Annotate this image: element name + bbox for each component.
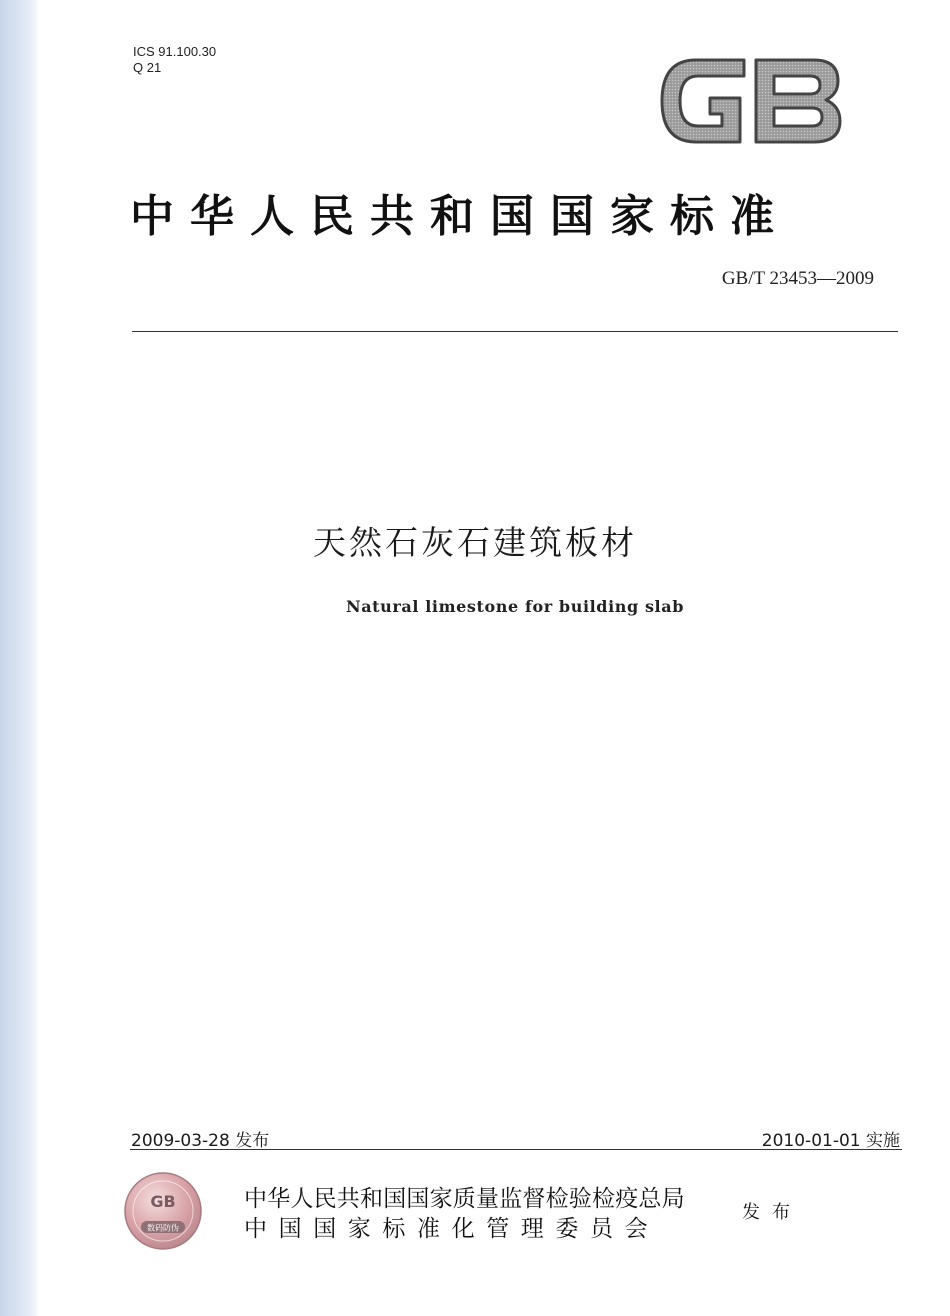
issuer-aqsiq: 中华人民共和国国家质量监督检验检疫总局 — [244, 1186, 685, 1212]
classification-codes — [133, 44, 216, 76]
issue-date: 2009-03-28 发布 — [131, 1131, 270, 1151]
header-divider — [132, 331, 898, 332]
seal-center-text: GB — [150, 1192, 176, 1211]
document-title-cn: 天然石灰石建筑板材 — [313, 523, 637, 562]
implementation-date: 2010-01-01 实施 — [761, 1131, 900, 1151]
page-edge-shadow — [0, 0, 40, 1316]
seal-bottom-text: 数码防伪 — [147, 1223, 179, 1233]
document-title-en: Natural limestone for building slab — [345, 597, 684, 616]
gb-logo-text: GB — [750, 109, 752, 110]
footer-divider — [130, 1149, 902, 1150]
ccs-code: Q 21 — [133, 60, 162, 75]
anti-counterfeit-seal — [123, 1171, 203, 1251]
gb-logo — [656, 52, 846, 150]
standard-number: GB/T 23453—2009 — [721, 268, 874, 289]
publish-label: 发布 — [742, 1202, 802, 1223]
national-standard-heading: 中华人民共和国国家标准 — [130, 191, 790, 242]
ics-code: ICS 91.100.30 — [133, 44, 217, 59]
issuer-sac: 中国国家标准化管理委员会 — [244, 1216, 660, 1242]
